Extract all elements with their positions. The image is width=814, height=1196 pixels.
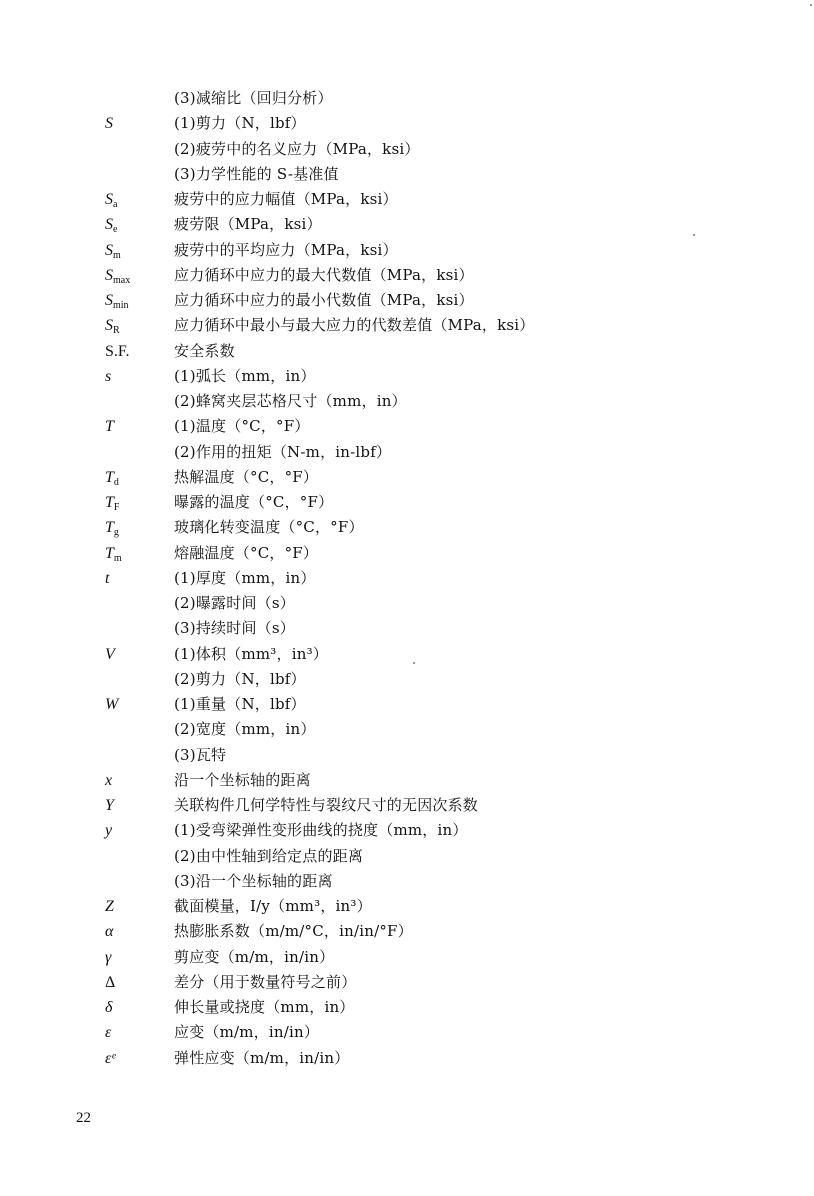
symbol-description: 应变（m/m，in/in）	[174, 1023, 320, 1042]
symbol-row	[0, 187, 814, 212]
symbol	[105, 1046, 165, 1071]
symbol-subscript: max	[113, 274, 131, 286]
symbol-row	[0, 339, 814, 364]
symbol-letter: S	[105, 241, 113, 259]
symbol-letter: T	[105, 418, 114, 436]
symbol-subscript: m	[113, 249, 121, 261]
symbol-subscript: m	[113, 552, 122, 564]
symbol-letter: S	[105, 115, 113, 133]
symbol-letter: T	[105, 494, 114, 511]
symbol-description: (2)蜂窝夹层芯格尺寸（mm，in）	[174, 392, 407, 410]
symbol-description: (3)持续时间（s）	[174, 619, 295, 638]
symbol-letter: V	[105, 645, 115, 663]
symbol-row	[0, 768, 814, 793]
symbol-description: (3)瓦特	[174, 745, 227, 764]
symbol-row	[0, 1020, 814, 1045]
symbol-subscript: a	[113, 199, 118, 210]
symbol-letter: S	[105, 191, 113, 208]
symbol-letter: εᵉ	[105, 1049, 116, 1067]
symbol-row	[0, 995, 814, 1020]
symbol-letter: T	[105, 468, 114, 486]
symbol	[105, 339, 165, 364]
symbol-subscript: g	[113, 527, 119, 539]
symbol-letter: T	[105, 519, 114, 537]
symbol-description: (2)剪力（N，lbf）	[174, 669, 306, 688]
symbol-description: 安全系数	[174, 341, 235, 360]
symbol-row	[0, 919, 814, 944]
symbol-row	[0, 591, 814, 616]
symbol	[105, 692, 165, 717]
symbol-row	[0, 313, 814, 338]
symbol-letter: δ	[105, 999, 113, 1016]
symbol-description: (1)剪力（N，lbf）	[174, 114, 306, 133]
symbol	[105, 414, 165, 439]
symbol-description: 曝露的温度（°C，°F）	[174, 493, 334, 511]
symbol-letter: t	[105, 569, 110, 587]
symbol	[105, 793, 165, 818]
symbol-description: 疲劳中的平均应力（MPa，ksi）	[174, 240, 398, 259]
symbol-row	[0, 541, 814, 566]
symbol-description: (1)受弯梁弹性变形曲线的挠度（mm，in）	[174, 821, 468, 840]
symbol-description: 熔融温度（°C，°F）	[174, 543, 319, 562]
symbol-letter: α	[105, 923, 114, 941]
symbol-row	[0, 642, 814, 667]
symbol-row	[0, 894, 814, 919]
symbol-letter: Y	[105, 797, 114, 814]
symbol	[105, 364, 165, 389]
symbol-letter: γ	[105, 948, 112, 966]
symbol-row	[0, 818, 814, 843]
symbol	[105, 642, 165, 667]
symbol-row	[0, 869, 814, 894]
symbol-description: 截面模量，I/y（mm³，in³）	[174, 897, 372, 915]
symbol-description: 弹性应变（m/m，in/in）	[174, 1048, 350, 1067]
symbol-letter: T	[105, 544, 114, 562]
symbol-letter: S	[105, 317, 113, 335]
symbol	[105, 945, 165, 970]
symbol-row	[0, 490, 814, 515]
symbol-description: 关联构件几何学特性与裂纹尺寸的无因次系数	[174, 796, 479, 814]
symbol-row	[0, 86, 814, 111]
symbol-description: (2)曝露时间（s）	[174, 594, 295, 612]
symbol-list	[0, 86, 814, 1071]
symbol-row	[0, 743, 814, 768]
symbol-description: 热膨胀系数（m/m/°C，in/in/°F）	[174, 922, 413, 941]
symbol-description: (1)重量（N，lbf）	[174, 695, 306, 713]
symbol-row	[0, 717, 814, 742]
symbol-row	[0, 970, 814, 995]
symbol-letter: s	[105, 367, 112, 385]
symbol	[105, 995, 165, 1020]
symbol-row	[0, 414, 814, 439]
symbol-description: (3)减缩比（回归分析）	[174, 89, 333, 107]
scan-speck	[693, 234, 695, 236]
symbol	[105, 818, 165, 843]
symbol-description: (3)沿一个坐标轴的距离	[174, 871, 333, 890]
symbol-description: 应力循环中应力的最大代数值（MPa，ksi）	[174, 265, 474, 284]
symbol-row	[0, 566, 814, 591]
symbol-subscript: R	[113, 325, 120, 337]
symbol-description: 玻璃化转变温度（°C，°F）	[174, 518, 364, 537]
page-number: 22	[76, 1110, 91, 1126]
symbol-description: (3)力学性能的 S-基准值	[174, 164, 339, 183]
symbol	[105, 970, 165, 995]
symbol-row	[0, 162, 814, 187]
symbol-letter: Δ	[105, 973, 116, 991]
symbol-description: 应力循环中应力的最小代数值（MPa，ksi）	[174, 291, 474, 309]
symbol-row	[0, 111, 814, 136]
symbol-description: 疲劳中的应力幅值（MPa，ksi）	[174, 190, 398, 208]
symbol-row	[0, 465, 814, 490]
symbol-row	[0, 212, 814, 237]
symbol-description: (1)体积（mm³，in³）	[174, 644, 328, 663]
symbol-subscript: F	[113, 502, 120, 513]
symbol-row	[0, 137, 814, 162]
symbol-letter: S	[105, 216, 113, 234]
symbol-row	[0, 389, 814, 414]
symbol-row	[0, 1046, 814, 1071]
scan-speck	[810, 4, 812, 6]
symbol	[105, 768, 165, 793]
symbol-row	[0, 667, 814, 692]
symbol-description: 热解温度（°C，°F）	[174, 467, 319, 486]
symbol-row	[0, 364, 814, 389]
symbol-description: (1)温度（°C，°F）	[174, 417, 310, 436]
symbol-row	[0, 288, 814, 313]
symbol-description: 伸长量或挠度（mm，in）	[174, 998, 355, 1016]
symbol-letter: W	[105, 696, 119, 713]
symbol-description: (2)作用的扭矩（N-m，in-lbf）	[174, 442, 392, 461]
symbol-row	[0, 515, 814, 540]
symbol	[105, 111, 165, 136]
symbol-description: (2)宽度（mm，in）	[174, 720, 316, 739]
symbol-row	[0, 263, 814, 288]
symbol-row	[0, 945, 814, 970]
symbol-subscript: d	[113, 476, 119, 488]
symbol-description: (2)疲劳中的名义应力（MPa，ksi）	[174, 139, 420, 158]
symbol	[105, 894, 165, 919]
symbol-letter: x	[105, 771, 113, 789]
symbol-letter: S	[105, 292, 113, 309]
symbol-description: (1)弧长（mm，in）	[174, 366, 316, 385]
symbol-description: 剪应变（m/m，in/in）	[174, 947, 335, 966]
symbol	[105, 1020, 165, 1045]
symbol-row	[0, 238, 814, 263]
symbol-description: (2)由中性轴到给定点的距离	[174, 846, 364, 865]
symbol-subscript: e	[113, 224, 118, 236]
symbol-letter: S	[105, 266, 113, 284]
symbol-description: 应力循环中最小与最大应力的代数差值（MPa，ksi）	[174, 316, 535, 335]
symbol	[105, 919, 165, 944]
symbol-letter: S.F.	[105, 342, 130, 360]
scan-speck	[413, 662, 415, 664]
symbol-letter: ε	[105, 1024, 112, 1042]
symbol-row	[0, 844, 814, 869]
symbol	[105, 566, 165, 591]
symbol-description: 差分（用于数量符号之前）	[174, 972, 357, 991]
symbol-row	[0, 440, 814, 465]
symbol-row	[0, 692, 814, 717]
symbol-description: 疲劳限（MPa，ksi）	[174, 215, 322, 234]
symbol-subscript: min	[113, 300, 129, 311]
symbol-description: (1)厚度（mm，in）	[174, 568, 316, 587]
symbol-letter: Z	[105, 898, 114, 915]
symbol-description: 沿一个坐标轴的距离	[174, 770, 311, 789]
symbol-row	[0, 616, 814, 641]
symbol-letter: y	[105, 822, 113, 840]
symbol-row	[0, 793, 814, 818]
